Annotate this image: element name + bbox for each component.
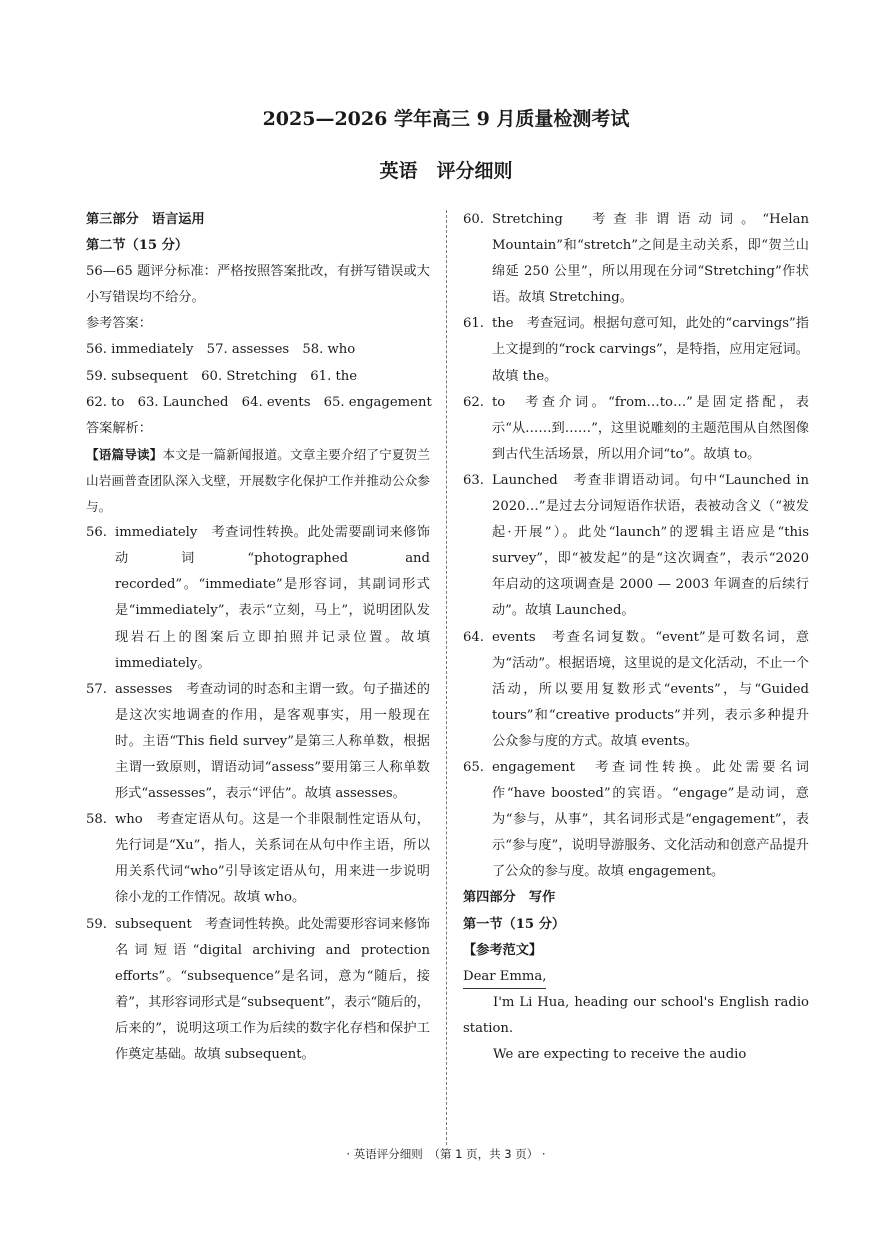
- item-text: Stretching 考查非谓语动词。“Helan Mountain”和“stretch”之间是主动关系，即“贺兰山绵延 250 公里”，所以用现在分词“Stretching”作状语。故填 Stretching。: [492, 212, 809, 306]
- item-text: to 考查介词。“from…to…”是固定搭配，表示“从……到……”，这里说雕刻的主题范围从自然图像到古代生活场景，所以用介词“to”。故填 to。: [492, 394, 809, 462]
- explanation-item: [463, 390, 809, 468]
- left-column: [86, 207, 430, 1068]
- reference-answers-label: 参考答案：: [86, 316, 152, 332]
- part4-heading: 第四部分 写作: [463, 890, 556, 906]
- item-text: engagement 考查词性转换。此处需要名词作“have boosted”的宾语。“engage”是动词，意为“参与，从事”，其名词形式是“engagement”，表示“参与度”，说明导游服务、文化活动和创意产品提升了公众的参与度。故填 engagement。: [492, 759, 809, 880]
- item-number: 56.: [86, 525, 107, 541]
- answer-line: 56. immediately 57. assesses 58. who: [86, 342, 356, 358]
- item-number: 61.: [463, 316, 484, 332]
- part3-heading: 第三部分 语言运用: [86, 212, 205, 227]
- guide-label: 【语篇导读】: [86, 446, 163, 462]
- item-number: 63.: [463, 472, 484, 488]
- section1-heading: 第一节（15 分）: [463, 916, 566, 932]
- guide-text: 本文是一篇新闻报道。文章主要介绍了宁夏贺兰山岩画普查团队深入戈壁，开展数字化保护工作并推动公众参与。: [86, 446, 431, 515]
- page-subtitle: 英语 评分细则: [379, 160, 513, 182]
- item-number: 57.: [86, 681, 107, 697]
- explanation-item: [463, 625, 809, 755]
- item-text: Launched 考查非谓语动词。句中“Launched in 2020…”是过去分词短语作状语，表被动含义（“被发起·开展”）。此处“launch”的逻辑主语应是“this survey”，即“被发起”的是“这次调查”，表示“2020 年启动的这项调查是 2000 — 2003 年调查的后续行动”。故填 Launched。: [492, 472, 809, 619]
- item-text: who 考查定语从句。这是一个非限制性定语从句，先行词是“Xu”，指人，关系词在从句中作主语，所以用关系代词“who”引导该定语从句，用来进一步说明徐小龙的工作情况。故填 who。: [115, 812, 430, 906]
- item-number: 58.: [86, 812, 107, 828]
- item-text: events 考查名词复数。“event”是可数名词，意为“活动”。根据语境，这里说的是文化活动，不止一个活动，所以要用复数形式“events”，与“Guided tours”和“creative products”并列，表示多种提升公众参与度的方式。故填 events。: [492, 629, 809, 749]
- section2-heading: 第二节（15 分）: [86, 238, 189, 254]
- letter-greeting: Dear Emma,: [463, 966, 546, 989]
- explanation-item: [463, 311, 809, 389]
- analysis-label: 答案解析：: [86, 420, 152, 436]
- page-footer: · 英语评分细则 （第 1 页，共 3 页） ·: [346, 1147, 546, 1161]
- letter-paragraph: I'm Li Hua, heading our school's English radio station.: [463, 994, 809, 1036]
- item-number: 62.: [463, 394, 484, 410]
- scoring-criteria: 56—65 题评分标准：严格按照答案批改，有拼写错误或大小写错误均不给分。: [86, 264, 430, 306]
- item-number: 64.: [463, 629, 484, 645]
- right-column: [463, 207, 809, 1068]
- item-text: assesses 考查动词的时态和主谓一致。句子描述的是这次实地调查的作用，是客观事实，用一般现在时。主语“This field survey”是第三人称单数，根据主谓一致原则，谓语动词“assess”要用第三人称单数形式“assesses”，表示“评估”。故填 assesses。: [115, 681, 430, 802]
- explanation-item: [86, 807, 430, 911]
- item-text: the 考查冠词。根据句意可知，此处的“carvings”指上文提到的“rock carvings”，是特指，应用定冠词。故填 the。: [492, 316, 809, 384]
- page-title: 2025—2026 学年高三 9 月质量检测考试: [262, 108, 630, 130]
- answer-line: 59. subsequent 60. Stretching 61. the: [86, 368, 358, 384]
- item-number: 60.: [463, 212, 484, 227]
- explanation-item: [86, 677, 430, 807]
- item-number: 59.: [86, 916, 107, 932]
- explanation-item: [86, 520, 430, 677]
- item-text: subsequent 考查词性转换。此处需要形容词来修饰名词短语“digital archiving and protection efforts”。“subsequence”是名词，意为“随后，接着”，其形容词形式是“subsequent”，表示“随后的，后来的”，说明这项工作为后续的数字化存档和保护工作奠定基础。故填 subsequent。: [115, 916, 430, 1062]
- sample-essay-label: 【参考范文】: [463, 942, 543, 958]
- item-text: immediately 考查词性转换。此处需要副词来修饰动词“photographed and recorded”。“immediate”是形容词，其副词形式是“immediately”，表示“立刻，马上”，说明团队发现岩石上的图案后立即拍照并记录位置。故填 immediately。: [115, 525, 430, 671]
- passage-guide: [86, 442, 430, 520]
- explanation-item: [463, 468, 809, 625]
- item-number: 65.: [463, 759, 484, 775]
- column-divider: [446, 210, 447, 1145]
- explanation-item: [463, 755, 809, 885]
- explanation-item: [463, 207, 809, 311]
- explanation-item: [86, 912, 430, 1069]
- letter-paragraph: We are expecting to receive the audio: [493, 1047, 747, 1062]
- answer-line: 62. to 63. Launched 64. events 65. engagement: [86, 394, 432, 410]
